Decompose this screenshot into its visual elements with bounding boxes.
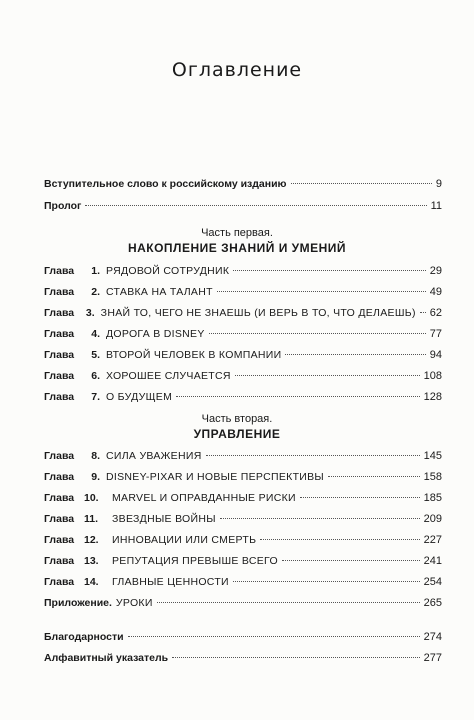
chapter-number: 4. xyxy=(91,328,100,340)
toc-entry-prologue xyxy=(44,200,442,216)
appendix-title: УРОКИ xyxy=(115,597,153,609)
chapter-page: 94 xyxy=(429,349,442,361)
chapter-word: Глава xyxy=(44,265,75,277)
part-one-title: НАКОПЛЕНИЕ ЗНАНИЙ И УМЕНИЙ xyxy=(127,241,347,255)
chapter-word: Глава xyxy=(44,328,75,340)
leader-dots xyxy=(420,312,426,313)
toc-entry-acknowledgements xyxy=(44,631,442,647)
leader-dots xyxy=(176,396,420,397)
chapter-number: 9. xyxy=(91,471,100,483)
entry-label: Алфавитный указатель xyxy=(44,652,169,664)
chapter-row xyxy=(44,370,442,386)
toc-entry-appendix xyxy=(44,597,442,613)
leader-dots xyxy=(233,270,425,271)
entry-label: Благодарности xyxy=(44,631,124,643)
chapter-row xyxy=(44,391,442,407)
chapter-number: 13. xyxy=(84,555,99,567)
chapter-page: 241 xyxy=(423,555,442,567)
chapter-word: Глава xyxy=(44,307,75,319)
chapter-row xyxy=(44,349,442,365)
chapter-word: Глава xyxy=(44,349,75,361)
chapter-title: РЕПУТАЦИЯ ПРЕВЫШЕ ВСЕГО xyxy=(112,555,278,567)
appendix-page: 265 xyxy=(423,597,442,609)
chapter-page: 145 xyxy=(423,450,442,462)
chapter-page: 185 xyxy=(423,492,442,504)
leader-dots xyxy=(328,476,420,477)
chapter-word: Глава xyxy=(44,471,75,483)
chapter-title: DISNEY-PIXAR И НОВЫЕ ПЕРСПЕКТИВЫ xyxy=(106,471,325,483)
leader-dots xyxy=(209,333,426,334)
appendix-label: Приложение. xyxy=(44,597,112,609)
leader-dots xyxy=(157,602,420,603)
chapter-page: 108 xyxy=(423,370,442,382)
leader-dots xyxy=(282,560,420,561)
chapter-row xyxy=(44,576,442,592)
chapter-word: Глава xyxy=(44,492,75,504)
chapter-word: Глава xyxy=(44,576,75,588)
chapter-page: 62 xyxy=(429,307,442,319)
chapter-number: 8. xyxy=(91,450,100,462)
chapter-title: О БУДУЩЕМ xyxy=(106,391,173,403)
chapter-title: ГЛАВНЫЕ ЦЕННОСТИ xyxy=(112,576,229,588)
chapter-row xyxy=(44,555,442,571)
chapter-number: 10. xyxy=(84,492,99,504)
entry-label: Пролог xyxy=(44,200,82,212)
chapter-word: Глава xyxy=(44,555,75,567)
chapter-page: 128 xyxy=(423,391,442,403)
chapter-page: 158 xyxy=(423,471,442,483)
leader-dots xyxy=(291,183,432,184)
chapter-word: Глава xyxy=(44,391,75,403)
chapter-number: 5. xyxy=(91,349,100,361)
chapter-row xyxy=(44,534,442,550)
chapter-page: 77 xyxy=(429,328,442,340)
chapter-word: Глава xyxy=(44,286,75,298)
page-title: Оглавление xyxy=(171,59,303,81)
chapter-title: ЗНАЙ ТО, ЧЕГО НЕ ЗНАЕШЬ (И ВЕРЬ В ТО, ЧТО ДЕЛАЕШЬ) xyxy=(100,307,416,319)
chapter-number: 11. xyxy=(84,513,99,525)
chapter-title: РЯДОВОЙ СОТРУДНИК xyxy=(106,265,230,277)
part-one-label: Часть первая. xyxy=(201,227,273,239)
chapter-title: СИЛА УВАЖЕНИЯ xyxy=(106,450,202,462)
leader-dots xyxy=(206,455,420,456)
leader-dots xyxy=(233,581,420,582)
chapter-title: ДОРОГА В DISNEY xyxy=(106,328,205,340)
chapter-page: 254 xyxy=(423,576,442,588)
chapter-number: 14. xyxy=(84,576,99,588)
chapter-title: ЗВЕЗДНЫЕ ВОЙНЫ xyxy=(112,513,216,525)
chapter-word: Глава xyxy=(44,513,75,525)
entry-page: 9 xyxy=(435,178,442,190)
toc-entry-foreword xyxy=(44,178,442,194)
chapter-row xyxy=(44,328,442,344)
entry-page: 11 xyxy=(430,200,442,212)
chapter-page: 49 xyxy=(429,286,442,298)
chapter-number: 6. xyxy=(91,370,100,382)
leader-dots xyxy=(172,657,420,658)
chapter-number: 2. xyxy=(91,286,100,298)
chapter-row xyxy=(44,450,442,466)
chapter-row xyxy=(44,265,442,281)
chapter-number: 1. xyxy=(91,265,100,277)
chapter-page: 227 xyxy=(423,534,442,546)
entry-page: 274 xyxy=(423,631,442,643)
chapter-page: 29 xyxy=(429,265,442,277)
chapter-word: Глава xyxy=(44,370,75,382)
chapter-row xyxy=(44,492,442,508)
chapter-number: 7. xyxy=(91,391,100,403)
leader-dots xyxy=(235,375,420,376)
chapter-title: ВТОРОЙ ЧЕЛОВЕК В КОМПАНИИ xyxy=(106,349,282,361)
chapter-title: СТАВКА НА ТАЛАНТ xyxy=(106,286,213,298)
chapter-word: Глава xyxy=(44,534,75,546)
entry-page: 277 xyxy=(423,652,442,664)
chapter-page: 209 xyxy=(423,513,442,525)
part-two-label: Часть вторая. xyxy=(201,413,273,425)
leader-dots xyxy=(128,636,420,637)
chapter-row xyxy=(44,471,442,487)
leader-dots xyxy=(285,354,425,355)
leader-dots xyxy=(300,497,420,498)
chapter-row xyxy=(44,286,442,302)
chapter-title: ИННОВАЦИИ ИЛИ СМЕРТЬ xyxy=(112,534,257,546)
leader-dots xyxy=(217,291,426,292)
toc-entry-index xyxy=(44,652,442,668)
entry-label: Вступительное слово к российскому изданию xyxy=(44,178,287,190)
leader-dots xyxy=(85,205,426,206)
chapter-row xyxy=(44,307,442,323)
chapter-number: 3. xyxy=(85,307,95,319)
chapter-row xyxy=(44,513,442,529)
chapter-title: ХОРОШЕЕ СЛУЧАЕТСЯ xyxy=(106,370,231,382)
leader-dots xyxy=(260,539,419,540)
part-two-title: УПРАВЛЕНИЕ xyxy=(193,427,281,441)
chapter-number: 12. xyxy=(84,534,99,546)
leader-dots xyxy=(220,518,420,519)
chapter-title: MARVEL И ОПРАВДАННЫЕ РИСКИ xyxy=(112,492,296,504)
chapter-word: Глава xyxy=(44,450,75,462)
